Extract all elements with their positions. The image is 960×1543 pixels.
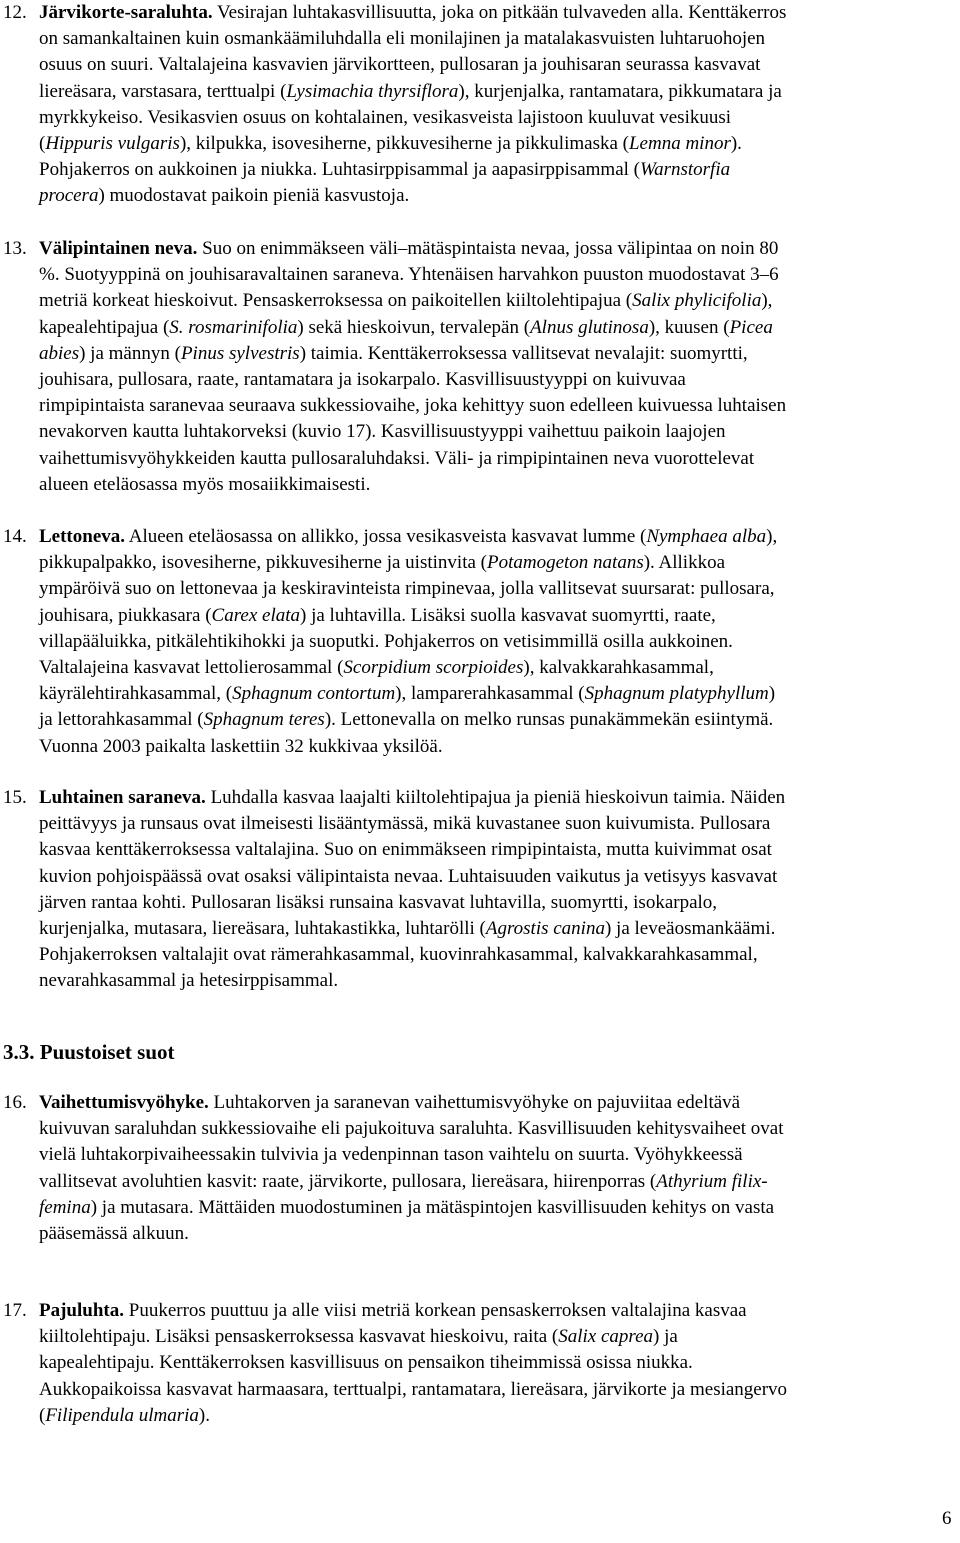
text-line: [39, 262, 954, 288]
text-run: Pohjakerroksen valtalajit ovat rämerahkasammal, kuovinrahkasammal, kalvakkarahkasammal,: [39, 944, 758, 966]
text-line: [39, 1350, 954, 1376]
text-line: [39, 942, 954, 968]
species-name: Carex elata: [211, 604, 300, 626]
species-name: Lemna minor: [628, 133, 731, 155]
text-run: jouhisara, pullosara, raate, rantamatara ja isokarpalo. Kasvillisuustyyppi on kuivuvaa: [39, 369, 686, 391]
species-name: Scorpidium scorpioides: [343, 657, 524, 679]
entry-title: Lettoneva.: [39, 526, 126, 547]
text-line: [39, 864, 954, 890]
text-run: jouhisara, piukkasara (: [39, 604, 212, 626]
text-line: [39, 968, 954, 994]
text-run: käyrälehtirahkasammal, (: [39, 683, 233, 705]
text-run: rimpipintaista saranevaa seuraava sukkessiovaihe, joka kehittyy suon edelleen kuivuessa luhtaisen: [39, 395, 787, 417]
text-run: pikkupalpakko, isovesiherne, pikkuvesiherne ja uistinvita (: [39, 552, 487, 574]
text-run: kuivuvan saraluhdan sukkessiovaihe eli pajukoituva saraluhta. Kasvillisuuden kehitysvaiheet ovat: [39, 1118, 784, 1140]
species-name: Hippuris vulgaris: [45, 133, 180, 155]
entry-paragraph: [39, 1298, 954, 1429]
entry-paragraph: [39, 0, 954, 210]
text-line: [39, 288, 954, 314]
text-line: [39, 707, 954, 733]
text-run: ).: [730, 133, 742, 155]
entry-title: Välipintainen neva.: [39, 238, 198, 259]
text-run: ).: [198, 1404, 210, 1426]
text-line: [39, 105, 954, 131]
text-line: [39, 890, 954, 916]
text-line: [39, 734, 954, 760]
text-line: [39, 681, 954, 707]
entry-paragraph: [39, 785, 954, 995]
text-line: [39, 79, 954, 105]
entry-title: Järvikorte-saraluhta.: [39, 2, 213, 23]
text-run: kasvaa kenttäkerroksessa valtalajina. Suo on enimmäkseen rimpipintaista, mutta kuivimmat osat: [39, 839, 772, 861]
text-run: osuus on suuri. Valtalajeina kasvavien järvikortteen, pullosaran ja jouhisaran seurassa kasvavat: [39, 54, 761, 76]
text-run: Luhtakorven ja saranevan vaihettumisvyöhyke on pajuviitaa edeltävä: [208, 1092, 741, 1113]
text-line: [39, 0, 954, 26]
species-name: Potamogeton natans: [486, 552, 644, 574]
text-run: nevarahkasammal ja hetesirppisammal.: [39, 970, 339, 992]
text-line: [39, 341, 954, 367]
species-name: Picea: [729, 316, 773, 338]
text-run: %. Suotyyppinä on jouhisaravaltainen saraneva. Yhtenäisen harvahkon puuston muodostavat 3–6: [39, 264, 779, 286]
species-name: femina: [39, 1196, 91, 1218]
text-run: ), kalvakkarahkasammal,: [523, 657, 714, 679]
species-name: Sphagnum contortum: [232, 683, 396, 705]
text-line: [39, 183, 954, 209]
text-run: pääsemässä alkuun.: [39, 1223, 189, 1245]
text-run: peittävyys ja runsaus ovat ilmeisesti lisääntymässä, mikä kuvastanee suon kuivumista. Pullosara: [39, 813, 771, 835]
entry-paragraph: [39, 1090, 954, 1247]
species-name: Sphagnum platyphyllum: [584, 683, 769, 705]
text-line: [39, 524, 954, 550]
text-run: vallitsevat avoluhtien kasvit: raate, järvikorte, pullosara, liereäsara, hiirenporras (: [39, 1170, 657, 1192]
text-line: [39, 1195, 954, 1221]
species-name: S. rosmarinifolia: [169, 316, 298, 338]
text-line: [39, 236, 954, 262]
text-run: ). Lettonevalla on melko runsas punakämmekän esiintymä.: [324, 709, 774, 731]
text-run: ja lettorahkasammal (: [39, 709, 204, 731]
text-run: ) ja luhtavilla. Lisäksi suolla kasvavat suomyrtti, raate,: [300, 604, 716, 626]
text-line: [39, 1298, 954, 1324]
text-run: kurjenjalka, mutasara, liereäsara, luhtakastikka, luhtarölli (: [39, 918, 486, 940]
text-line: [39, 811, 954, 837]
text-line: [39, 550, 954, 576]
entry-title: Luhtainen saraneva.: [39, 787, 206, 808]
text-run: kapealehtipaju. Kenttäkerroksen kasvillisuus on pensaikon tiheimmissä osissa niukka.: [39, 1352, 693, 1374]
text-run: Luhdalla kasvaa laajalti kiiltolehtipajua ja pieniä hieskoivun taimia. Näiden: [205, 787, 786, 808]
species-name: abies: [39, 342, 80, 364]
text-line: [39, 785, 954, 811]
text-line: [39, 629, 954, 655]
text-run: Valtalajeina kasvavat lettolierosammal (: [39, 657, 344, 679]
text-run: alueen eteläosassa myös mosaiikkimaisesti.: [39, 473, 371, 495]
text-run: vaihettumisvyöhykkeiden kautta pullosaraluhdaksi. Väli- ja rimpipintainen neva vuorottelevat: [39, 447, 755, 469]
text-run: Suo on enimmäkseen väli–mätäspintaista nevaa, jossa välipintaa on noin 80: [197, 238, 779, 259]
text-line: [39, 1403, 954, 1429]
text-run: ). Allikkoa: [643, 552, 726, 574]
text-line: [39, 1324, 954, 1350]
text-run: ): [768, 683, 776, 705]
entry-number: 17.: [3, 1300, 27, 1321]
text-run: kiiltolehtipaju. Lisäksi pensaskerroksessa kasvavat hieskoivu, raita (: [39, 1326, 559, 1348]
text-run: vielä luhtakorpivaiheessakin tulvivia ja vedenpinnan tason vaihtelu on suurta. Vyöhykkeessä: [39, 1144, 743, 1166]
species-name: Filipendula ulmaria: [45, 1404, 199, 1426]
text-run: ),: [761, 290, 773, 312]
species-name: Warnstorfia: [640, 159, 731, 181]
text-line: [39, 26, 954, 52]
text-line: [39, 1142, 954, 1168]
text-run: villapääluikka, pitkälehtikihokki ja suoputki. Pohjakerros on vetisimmillä osilla aukkoinen.: [39, 630, 733, 652]
text-line: [39, 576, 954, 602]
text-line: [39, 1221, 954, 1247]
page-number: 6: [942, 1508, 952, 1529]
text-run: kapealehtipajua (: [39, 316, 170, 338]
text-line: [39, 393, 954, 419]
text-line: [39, 446, 954, 472]
species-name: Alnus glutinosa: [530, 316, 649, 338]
text-line: [39, 472, 954, 498]
text-run: ) ja leveäosmankäämi.: [604, 918, 776, 940]
text-run: Pohjakerros on aukkoinen ja niukka. Luhtasirppisammal ja aapasirppisammal (: [39, 159, 640, 181]
text-run: Vuonna 2003 paikalta laskettiin 32 kukkivaa yksilöä.: [39, 735, 443, 757]
text-run: ympäröivä suo on lettonevaa ja keskiravinteista rimpinevaa, jolla vallitsevat suursarat: pullosara,: [39, 578, 775, 600]
text-run: ), kuusen (: [648, 316, 730, 338]
text-line: [39, 655, 954, 681]
text-run: ) ja männyn (: [79, 342, 181, 364]
section-heading: 3.3. Puustoiset suot: [3, 1040, 175, 1064]
text-run: nevakorven kautta luhtakorveksi (kuvio 17). Kasvillisuustyyppi vaihettuu paikoin laajojen: [39, 421, 726, 443]
entry-title: Vaihettumisvyöhyke.: [39, 1092, 209, 1113]
text-line: [39, 419, 954, 445]
text-line: [39, 157, 954, 183]
text-line: [39, 916, 954, 942]
entry-paragraph: [39, 524, 954, 760]
entry-number: 12.: [3, 2, 27, 23]
text-line: [39, 1090, 954, 1116]
entry-number: 16.: [3, 1092, 27, 1113]
text-run: metriä korkeat hieskoivut. Pensaskerroksessa on paikoitellen kiiltolehtipajua (: [39, 290, 633, 312]
text-run: myrkkykeiso. Vesikasvien osuus on kohtalainen, vesikasveista lajistoon kuuluvat vesikuusi: [39, 106, 732, 128]
text-line: [39, 603, 954, 629]
text-run: on samankaltainen kuin osmankäämiluhdalla eli monilajinen ja matalakasvuisten luhtaruohojen: [39, 28, 766, 50]
text-run: Vesirajan luhtakasvillisuutta, joka on pitkään tulvaveden alla. Kenttäkerros: [212, 2, 787, 23]
text-line: [39, 1169, 954, 1195]
text-run: Puukerros puuttuu ja alle viisi metriä korkean pensaskerroksen valtalajina kasvaa: [124, 1300, 747, 1321]
species-name: Salix caprea: [558, 1326, 654, 1348]
species-name: procera: [39, 185, 99, 207]
text-run: ) sekä hieskoivun, tervalepän (: [297, 316, 531, 338]
text-line: [39, 52, 954, 78]
species-name: Agrostis canina: [485, 918, 605, 940]
species-name: Athyrium filix-: [656, 1170, 768, 1192]
entry-paragraph: [39, 236, 954, 498]
text-run: ), kilpukka, isovesiherne, pikkuvesiherne ja pikkulimaska (: [179, 133, 629, 155]
text-run: ) ja mutasara. Mättäiden muodostuminen ja mätäspintojen kasvillisuuden kehitys on vasta: [90, 1196, 775, 1218]
species-name: Pinus sylvestris: [180, 342, 300, 364]
text-run: ) ja: [653, 1326, 678, 1348]
text-line: [39, 315, 954, 341]
entry-number: 15.: [3, 787, 27, 808]
text-line: [39, 131, 954, 157]
text-run: liereäsara, varstasara, terttualpi (: [39, 80, 287, 102]
species-name: Sphagnum teres: [203, 709, 325, 731]
entry-title: Pajuluhta.: [39, 1300, 124, 1321]
text-run: (: [39, 133, 46, 155]
text-run: järven rantaa kohti. Pullosaran lisäksi runsaina kasvavat luhtavilla, suomyrtti, isokarpalo,: [39, 891, 718, 913]
text-line: [39, 837, 954, 863]
text-line: [39, 1377, 954, 1403]
text-run: ) muodostavat paikoin pieniä kasvustoja.: [98, 185, 410, 207]
species-name: Nymphaea alba: [646, 526, 767, 547]
entry-number: 14.: [3, 526, 27, 547]
text-run: ) taimia. Kenttäkerroksessa vallitsevat nevalajit: suomyrtti,: [299, 342, 748, 364]
entry-number: 13.: [3, 238, 27, 259]
text-run: kuvion pohjoispäässä ovat osaksi välipintaista nevaa. Luhtaisuuden vaikutus ja vetisyys kasvavat: [39, 865, 778, 887]
text-line: [39, 1116, 954, 1142]
text-line: [39, 367, 954, 393]
species-name: Salix phylicifolia: [632, 290, 762, 312]
text-run: ), lamparerahkasammal (: [395, 683, 585, 705]
species-name: Lysimachia thyrsiflora: [286, 80, 459, 102]
text-run: ), kurjenjalka, rantamatara, pikkumatara ja: [458, 80, 782, 102]
text-run: Alueen eteläosassa on allikko, jossa vesikasveista kasvavat lumme (: [125, 526, 647, 547]
text-run: (: [39, 1404, 46, 1426]
text-run: Aukkopaikoissa kasvavat harmaasara, terttualpi, rantamatara, liereäsara, järvikorte ja mesiangervo: [39, 1378, 788, 1400]
text-run: ),: [766, 526, 778, 547]
